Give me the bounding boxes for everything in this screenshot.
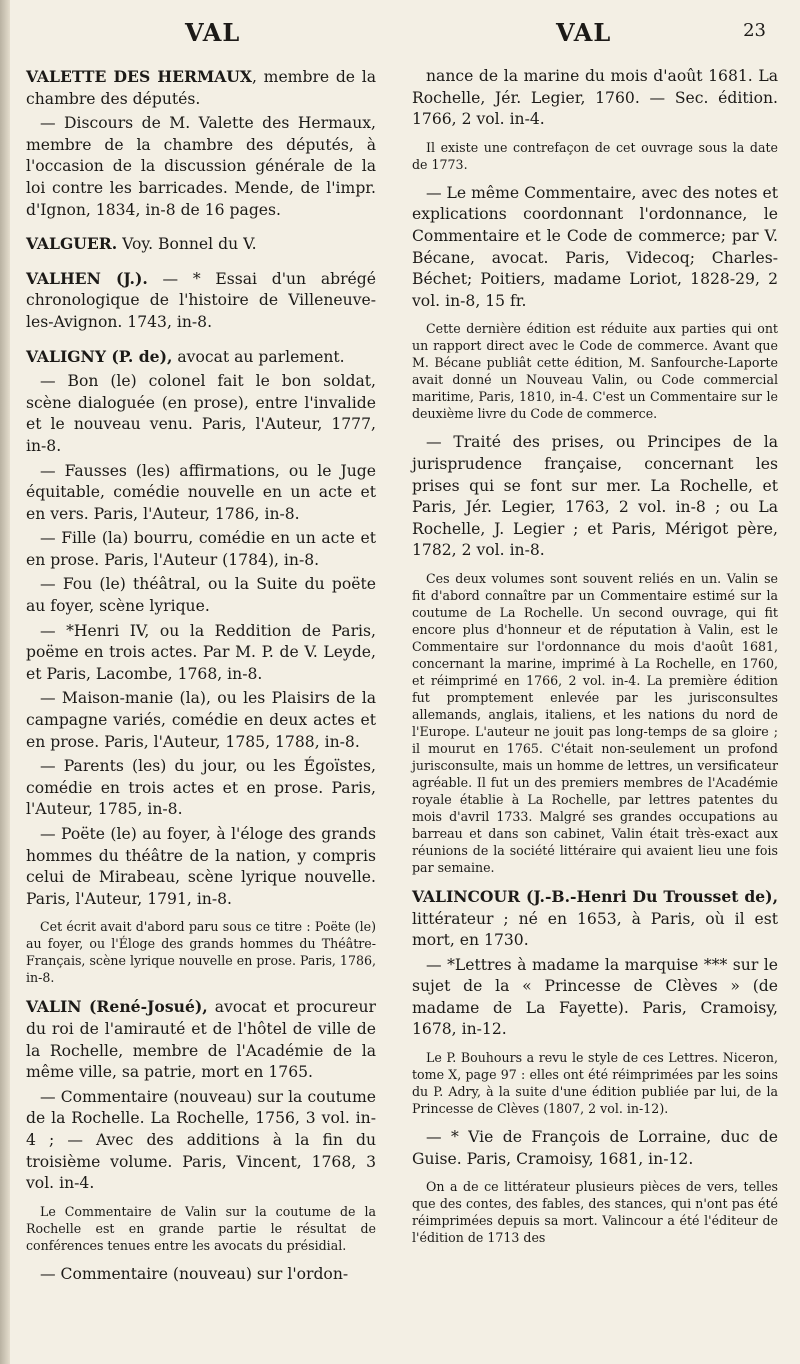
entry-paragraph xyxy=(26,688,376,753)
entry-paragraph xyxy=(26,574,376,617)
note-text: Il existe une contrefaçon de cet ouvrage sous la date de 1773. xyxy=(412,139,778,172)
entry-text: — Traité des prises, ou Principes de la jurisprudence française, concernant les prises qui se font sur mer. La Rochelle, et Paris, Jér. Legier, 1763, 2 vol. in-8 ; ou La Rochelle, J. Legier ; et Paris, Mérigot père, 1782, 2 vol. in-8. xyxy=(412,433,778,560)
note-text: On a de ce littérateur plusieurs pièces de vers, telles que des contes, des fables, des stances, qui n'ont pas été réimprimées depuis sa mort. Valincour a été l'éditeur de l'édition de 1713 des xyxy=(412,1179,778,1246)
note-text: Le P. Bouhours a revu le style de ces Lettres. Niceron, tome X, page 97 : elles ont été réimprimées par les soins du P. Adry, à la suite d'une édition publiée par lui, de la Princesse de Clèves (1807, 2 vol. in-12). xyxy=(412,1050,778,1117)
note-text: Le Commentaire de Valin sur la coutume de la Rochelle est en grande partie le résultat de conférences tenues entre les avocats du présidial. xyxy=(26,1203,376,1253)
entry-note xyxy=(412,320,778,422)
note-text: Cet écrit avait d'abord paru sous ce titre : Poëte (le) au foyer, ou l'Éloge des grands hommes du Théâtre-Français, scène lyrique nouvelle en prose. Paris, 1786, in-8. xyxy=(26,919,376,986)
author-heading: VALHEN (J.). xyxy=(26,268,148,288)
entry-text: — Bon (le) colonel fait le bon soldat, scène dialoguée (en prose), entre l'invalide et le nouveau venu. Paris, l'Auteur, 1777, in-8. xyxy=(26,372,376,455)
entry-paragraph xyxy=(26,528,376,571)
author-heading: VALIN (René-Josué), xyxy=(26,997,208,1017)
entry-text: — Commentaire (nouveau) sur la coutume de la Rochelle. La Rochelle, 1756, 3 vol. in-4 ; — Avec des additions à la fin du troisième volume. Paris, Vincent, 1768, 3 vol. in-4. xyxy=(26,1087,376,1193)
entry-note xyxy=(412,1049,778,1117)
entry-note xyxy=(26,918,376,986)
entry-paragraph xyxy=(26,113,376,221)
entry-text: — Parents (les) du jour, ou les Égoïstes, comédie en trois actes et en prose. Paris, l'Auteur, 1785, in-8. xyxy=(26,757,376,819)
entry-heading-paragraph xyxy=(26,268,376,334)
page-number: 23 xyxy=(743,20,766,41)
entry-paragraph xyxy=(412,955,778,1041)
running-head-left: VAL xyxy=(185,18,241,47)
entry-paragraph xyxy=(26,824,376,910)
entry-text: — *Henri IV, ou la Reddition de Paris, poëme en trois actes. Par M. P. de V. Leyde, et Paris, Lacombe, 1768, in-8. xyxy=(26,621,376,683)
entry-paragraph xyxy=(412,1127,778,1170)
entry-text: — Fille (la) bourru, comédie en un acte et en prose. Paris, l'Auteur (1784), in-8. xyxy=(26,529,376,569)
entry-text: — Fausses (les) affirmations, ou le Juge équitable, comédie nouvelle en un acte et en vers. Paris, l'Auteur, 1786, in-8. xyxy=(26,461,376,523)
entry-text: avocat et procureur du roi de l'amirauté et de l'hôtel de ville de la Rochelle, membre de l'Académie de la même ville, sa patrie, mort en 1765. xyxy=(26,998,376,1082)
entry-text: , membre de la chambre des députés. xyxy=(26,68,376,108)
entry-note xyxy=(412,139,778,173)
left-column xyxy=(26,66,376,1285)
author-heading: VALIGNY (P. de), xyxy=(26,346,173,366)
entry-text: — Discours de M. Valette des Hermaux, membre de la chambre des députés, à l'occasion de la discussion générale de la loi contre les barricades. Mende, de l'impr. d'Ignon, 1834, in-8 de 16 pages. xyxy=(26,114,376,219)
entry-note xyxy=(412,1178,778,1246)
page-gutter-shadow xyxy=(0,0,10,1364)
entry-text: Voy. Bonnel du V. xyxy=(117,235,257,254)
entry-note xyxy=(412,570,778,876)
author-heading: VALETTE DES HERMAUX xyxy=(26,67,253,86)
entry-text: — Maison-manie (la), ou les Plaisirs de la campagne variés, comédie en deux actes et en prose. Paris, l'Auteur, 1785, 1788, in-8. xyxy=(26,689,376,751)
entry-note xyxy=(26,1203,376,1254)
entry-text: — * Vie de François de Lorraine, duc de Guise. Paris, Cramoisy, 1681, in-12. xyxy=(412,1128,778,1168)
entry-heading-paragraph xyxy=(26,996,376,1083)
running-head-right: VAL xyxy=(556,18,612,47)
entry-paragraph xyxy=(412,66,778,131)
entry-text: — Fou (le) théâtral, ou la Suite du poëte au foyer, scène lyrique. xyxy=(26,575,376,616)
right-column xyxy=(412,66,778,1256)
note-text: Cette dernière édition est réduite aux parties qui ont un rapport direct avec le Code de commerce. Avant que M. Bécane publiât cette édition, M. Sanfourche-Laporte avait donné un Nouveau Valin, ou Code commercial maritime, Paris, 1810, in-4. C'est un Commentaire sur le deuxième livre du Code de commerce. xyxy=(412,321,778,422)
entry-heading-paragraph xyxy=(26,233,376,256)
entry-paragraph xyxy=(26,1264,376,1286)
entry-paragraph xyxy=(26,371,376,457)
entry-paragraph xyxy=(26,621,376,686)
entry-heading-paragraph xyxy=(26,66,376,110)
entry-paragraph xyxy=(26,1087,376,1195)
author-heading: VALINCOUR (J.-B.-Henri Du Trousset de), xyxy=(412,886,778,906)
entry-text: — * Essai d'un abrégé chronologique de l'histoire de Villeneuve-les-Avignon. 1743, in-8. xyxy=(26,269,376,331)
note-text: Ces deux volumes sont souvent reliés en un. Valin se fit d'abord connaître par un Commentaire estimé sur la coutume de La Rochelle. Un second ouvrage, qui fit encore plus d'honneur et de réputation à Valin, est le Commentaire sur l'ordonnance du mois d'août 1681, concernant la marine, imprimé à La Rochelle, en 1760, et réimprimé en 1766, 2 vol. in-4. La première édition fut promptement enlevée par les jurisconsultes allemands, anglais, italiens, et les nations du nord de l'Europe. L'auteur ne jouit pas long-temps de sa gloire ; il mourut en 1765. C'était non-seulement un profond jurisconsulte, mais un homme de lettres, un versificateur agréable. Il fut un des premiers membres de l'Académie royale établie à La Rochelle, par lettres patentes du mois d'avril 1733. Malgré ses grandes occupations au barreau et dans son cabinet, Valin était très-exact aux réunions de la société littéraire qui avaient lieu une fois par semaine. xyxy=(412,570,778,875)
entry-text: nance de la marine du mois d'août 1681. La Rochelle, Jér. Legier, 1760. — Sec. édition. 1766, 2 vol. in-4. xyxy=(412,67,778,129)
author-heading: VALGUER. xyxy=(26,234,118,254)
entry-paragraph xyxy=(412,183,778,313)
entry-text: — Le même Commentaire, avec des notes et explications coordonnant l'ordonnance, le Commentaire et le Code de commerce; par V. Bécane, avocat. Paris, Videcoq; Charles-Béchet; Poitiers, madame Loriot, 1828-29, 2 vol. in-8, 15 fr. xyxy=(412,183,778,310)
entry-text: — Commentaire (nouveau) sur l'ordon- xyxy=(40,1264,349,1283)
entry-text: littérateur ; né en 1653, à Paris, où il est mort, en 1730. xyxy=(412,909,778,950)
entry-paragraph xyxy=(26,461,376,526)
entry-heading-paragraph xyxy=(412,886,778,952)
entry-heading-paragraph xyxy=(26,346,376,369)
entry-paragraph xyxy=(412,432,778,562)
entry-paragraph xyxy=(26,756,376,821)
entry-text: — Poëte (le) au foyer, à l'éloge des grands hommes du théâtre de la nation, y compris celui de Mirabeau, scène lyrique nouvelle. Paris, l'Auteur, 1791, in-8. xyxy=(26,825,376,908)
entry-text: — *Lettres à madame la marquise *** sur le sujet de la « Princesse de Clèves » (de madame de La Fayette). Paris, Cramoisy, 1678, in-12. xyxy=(412,955,778,1039)
entry-text: avocat au parlement. xyxy=(172,347,345,366)
